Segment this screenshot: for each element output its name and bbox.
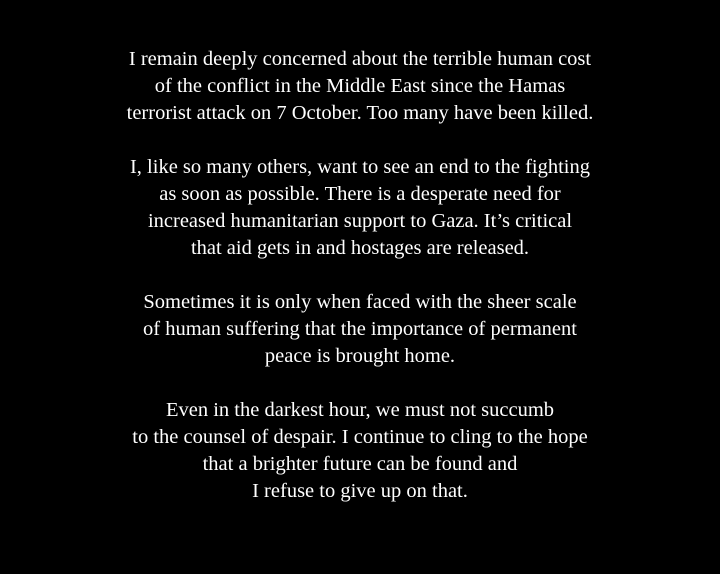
paragraph-line: that aid gets in and hostages are released. [190, 237, 530, 259]
paragraph-line: of the conflict in the Middle East since the Hamas [154, 75, 566, 97]
paragraph-line: Sometimes it is only when faced with the sheer scale [143, 291, 577, 313]
paragraph-2 [0, 154, 720, 262]
paragraph-4 [0, 397, 720, 505]
paragraph-line: I remain deeply concerned about the terrible human cost [128, 48, 592, 70]
paragraph-line: increased humanitarian support to Gaza. It’s critical [147, 210, 573, 232]
paragraph-line: as soon as possible. There is a desperate need for [159, 183, 561, 205]
paragraph-line: that a brighter future can be found and [202, 453, 518, 475]
paragraph-line: peace is brought home. [264, 345, 456, 367]
paragraph-line: Even in the darkest hour, we must not succumb [165, 399, 555, 421]
paragraph-line: to the counsel of despair. I continue to cling to the hope [132, 426, 588, 448]
paragraph-line: I, like so many others, want to see an end to the fighting [129, 156, 590, 178]
paragraph-line: of human suffering that the importance of permanent [143, 318, 577, 340]
paragraph-3 [0, 289, 720, 370]
paragraph-1 [0, 46, 720, 127]
paragraph-line: terrorist attack on 7 October. Too many have been killed. [126, 102, 594, 124]
paragraph-line: I refuse to give up on that. [252, 480, 468, 502]
